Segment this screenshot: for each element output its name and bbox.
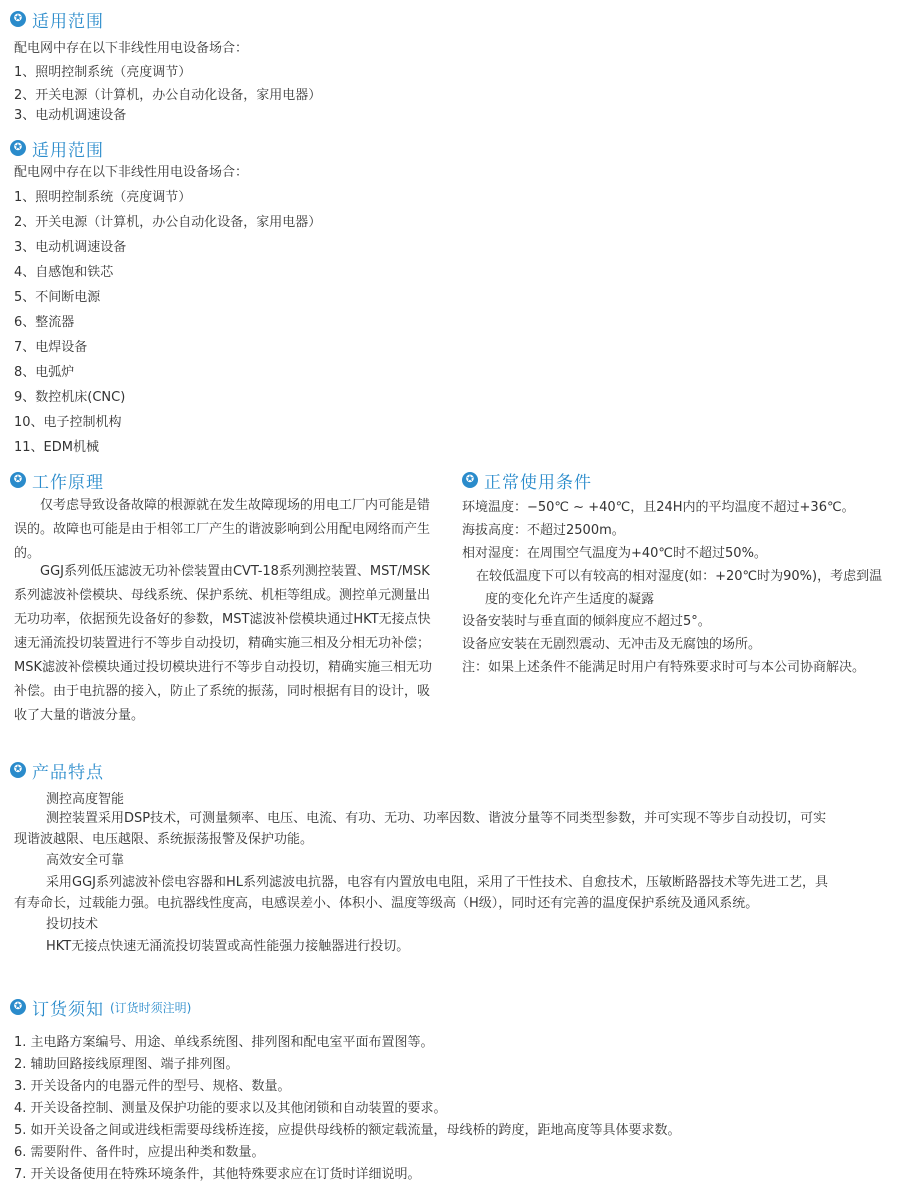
section-title: 工作原理 [32,472,104,493]
section-title: 正常使用条件 [484,472,592,493]
condition-line: 设备安装时与垂直面的倾斜度应不超过5°。 [462,614,711,629]
section-title: 适用范围 [32,11,104,32]
star-icon: ✪ [10,472,26,488]
list-item: 2、开关电源（计算机，办公自动化设备，家用电器） [14,88,322,103]
ordering-note: (订货时须注明) [110,1000,192,1015]
feature-body: 测控装置采用DSP技术，可测量频率、电压、电流、有功、无功、功率因数、谐波分量等不同类型参数，并可实现不等步自动投切，可实 [46,811,827,826]
feature-body: 现谐波越限、电压越限、系统振荡报警及保护功能。 [14,832,314,847]
order-item: 2. 辅助回路接线原理图、端子排列图。 [14,1057,239,1072]
condition-line: 度的变化允许产生适度的凝露 [485,592,655,607]
list-item: 2、开关电源（计算机，办公自动化设备，家用电器） [14,215,322,230]
condition-line: 设备应安装在无剧烈震动、无冲击及无腐蚀的场所。 [462,637,762,652]
feature-body: 采用GGJ系列滤波补偿电容器和HL系列滤波电抗器，电容有内置放电电阻，采用了干性技术、自愈技术，压敏断路器技术等先进工艺，具 [46,875,829,890]
section-title: 订货须知 [32,999,104,1020]
star-icon: ✪ [10,140,26,156]
feature-heading: 测控高度智能 [46,792,125,807]
scope-intro: 配电网中存在以下非线性用电设备场合： [14,165,249,180]
section-heading-principle [10,468,104,492]
section-title: 适用范围 [32,140,104,161]
list-item: 7、电焊设备 [14,340,88,355]
order-item: 4. 开关设备控制、测量及保护功能的要求以及其他闭锁和自动装置的要求。 [14,1101,447,1116]
section-heading-ordering [10,995,191,1019]
condition-line: 相对湿度：在周围空气温度为+40℃时不超过50%。 [462,546,767,561]
order-item: 1. 主电路方案编号、用途、单线系统图、排列图和配电室平面布置图等。 [14,1035,434,1050]
list-item: 8、电弧炉 [14,365,75,380]
star-icon: ✪ [10,762,26,778]
list-item: 10、电子控制机构 [14,415,122,430]
section-heading-features [10,758,104,782]
list-item: 9、数控机床(CNC) [14,390,126,405]
condition-line: 环境温度：−50℃ ~ +40℃，且24H内的平均温度不超过+36℃。 [462,500,855,515]
star-icon: ✪ [462,472,478,488]
order-item: 7. 开关设备使用在特殊环境条件，其他特殊要求应在订货时详细说明。 [14,1167,421,1182]
list-item: 1、照明控制系统（亮度调节） [14,190,192,205]
list-item: 3、电动机调速设备 [14,240,127,255]
section-title: 产品特点 [32,762,104,783]
section-heading-scope-2 [10,136,104,160]
list-item: 11、EDM机械 [14,440,99,455]
feature-heading: 高效安全可靠 [46,853,125,868]
feature-heading: 投切技术 [46,917,99,932]
condition-line: 在较低温度下可以有较高的相对湿度(如：+20℃时为90%)，考虑到温 [476,569,883,584]
condition-line: 注：如果上述条件不能满足时用户有特殊要求时可与本公司协商解决。 [462,660,866,675]
order-item: 6. 需要附件、备件时，应提出种类和数量。 [14,1145,265,1160]
principle-paragraph-2: GGJ系列低压滤波无功补偿装置由CVT-18系列测控装置、MST/MSK系列滤波补偿模块、母线系统、保护系统、机柜等组成。测控单元测量出无功功率，依据预先设备好的参数，MST滤波补偿模块通过HKT无接点快速无涌流投切装置进行不等步自动投切，精确实施三相及分相无功补偿；MSK滤波补偿模块通过投切模块进行不等步自动投切，精确实施三相无功补偿。由于电抗器的接入，防止了系统的振荡，同时根据有目的设计，吸收了大量的谐波分量。 [14,564,432,723]
section-heading-conditions [462,468,592,492]
scope-intro: 配电网中存在以下非线性用电设备场合： [14,41,249,56]
order-item: 5. 如开关设备之间或进线柜需要母线桥连接，应提供母线桥的额定载流量，母线桥的跨度，距地高度等具体要求数。 [14,1123,681,1138]
list-item: 3、电动机调速设备 [14,108,127,123]
star-icon: ✪ [10,11,26,27]
section-heading-scope-1 [10,7,104,31]
star-icon: ✪ [10,999,26,1015]
feature-body: 有寿命长，过载能力强。电抗器线性度高，电感误差小、体积小、温度等级高（H级），同时还有完善的温度保护系统及通风系统。 [14,896,759,911]
list-item: 5、不间断电源 [14,290,101,305]
condition-line: 海拔高度：不超过2500m。 [462,523,625,538]
order-item: 3. 开关设备内的电器元件的型号、规格、数量。 [14,1079,291,1094]
list-item: 6、整流器 [14,315,75,330]
list-item: 4、自感饱和铁芯 [14,265,114,280]
list-item: 1、照明控制系统（亮度调节） [14,65,192,80]
feature-body: HKT无接点快速无涌流投切装置或高性能强力接触器进行投切。 [46,939,410,954]
principle-paragraph-1: 仅考虑导致设备故障的根源就在发生故障现场的用电工厂内可能是错误的。故障也可能是由于相邻工厂产生的谐波影响到公用配电网络而产生的。 [14,498,431,561]
